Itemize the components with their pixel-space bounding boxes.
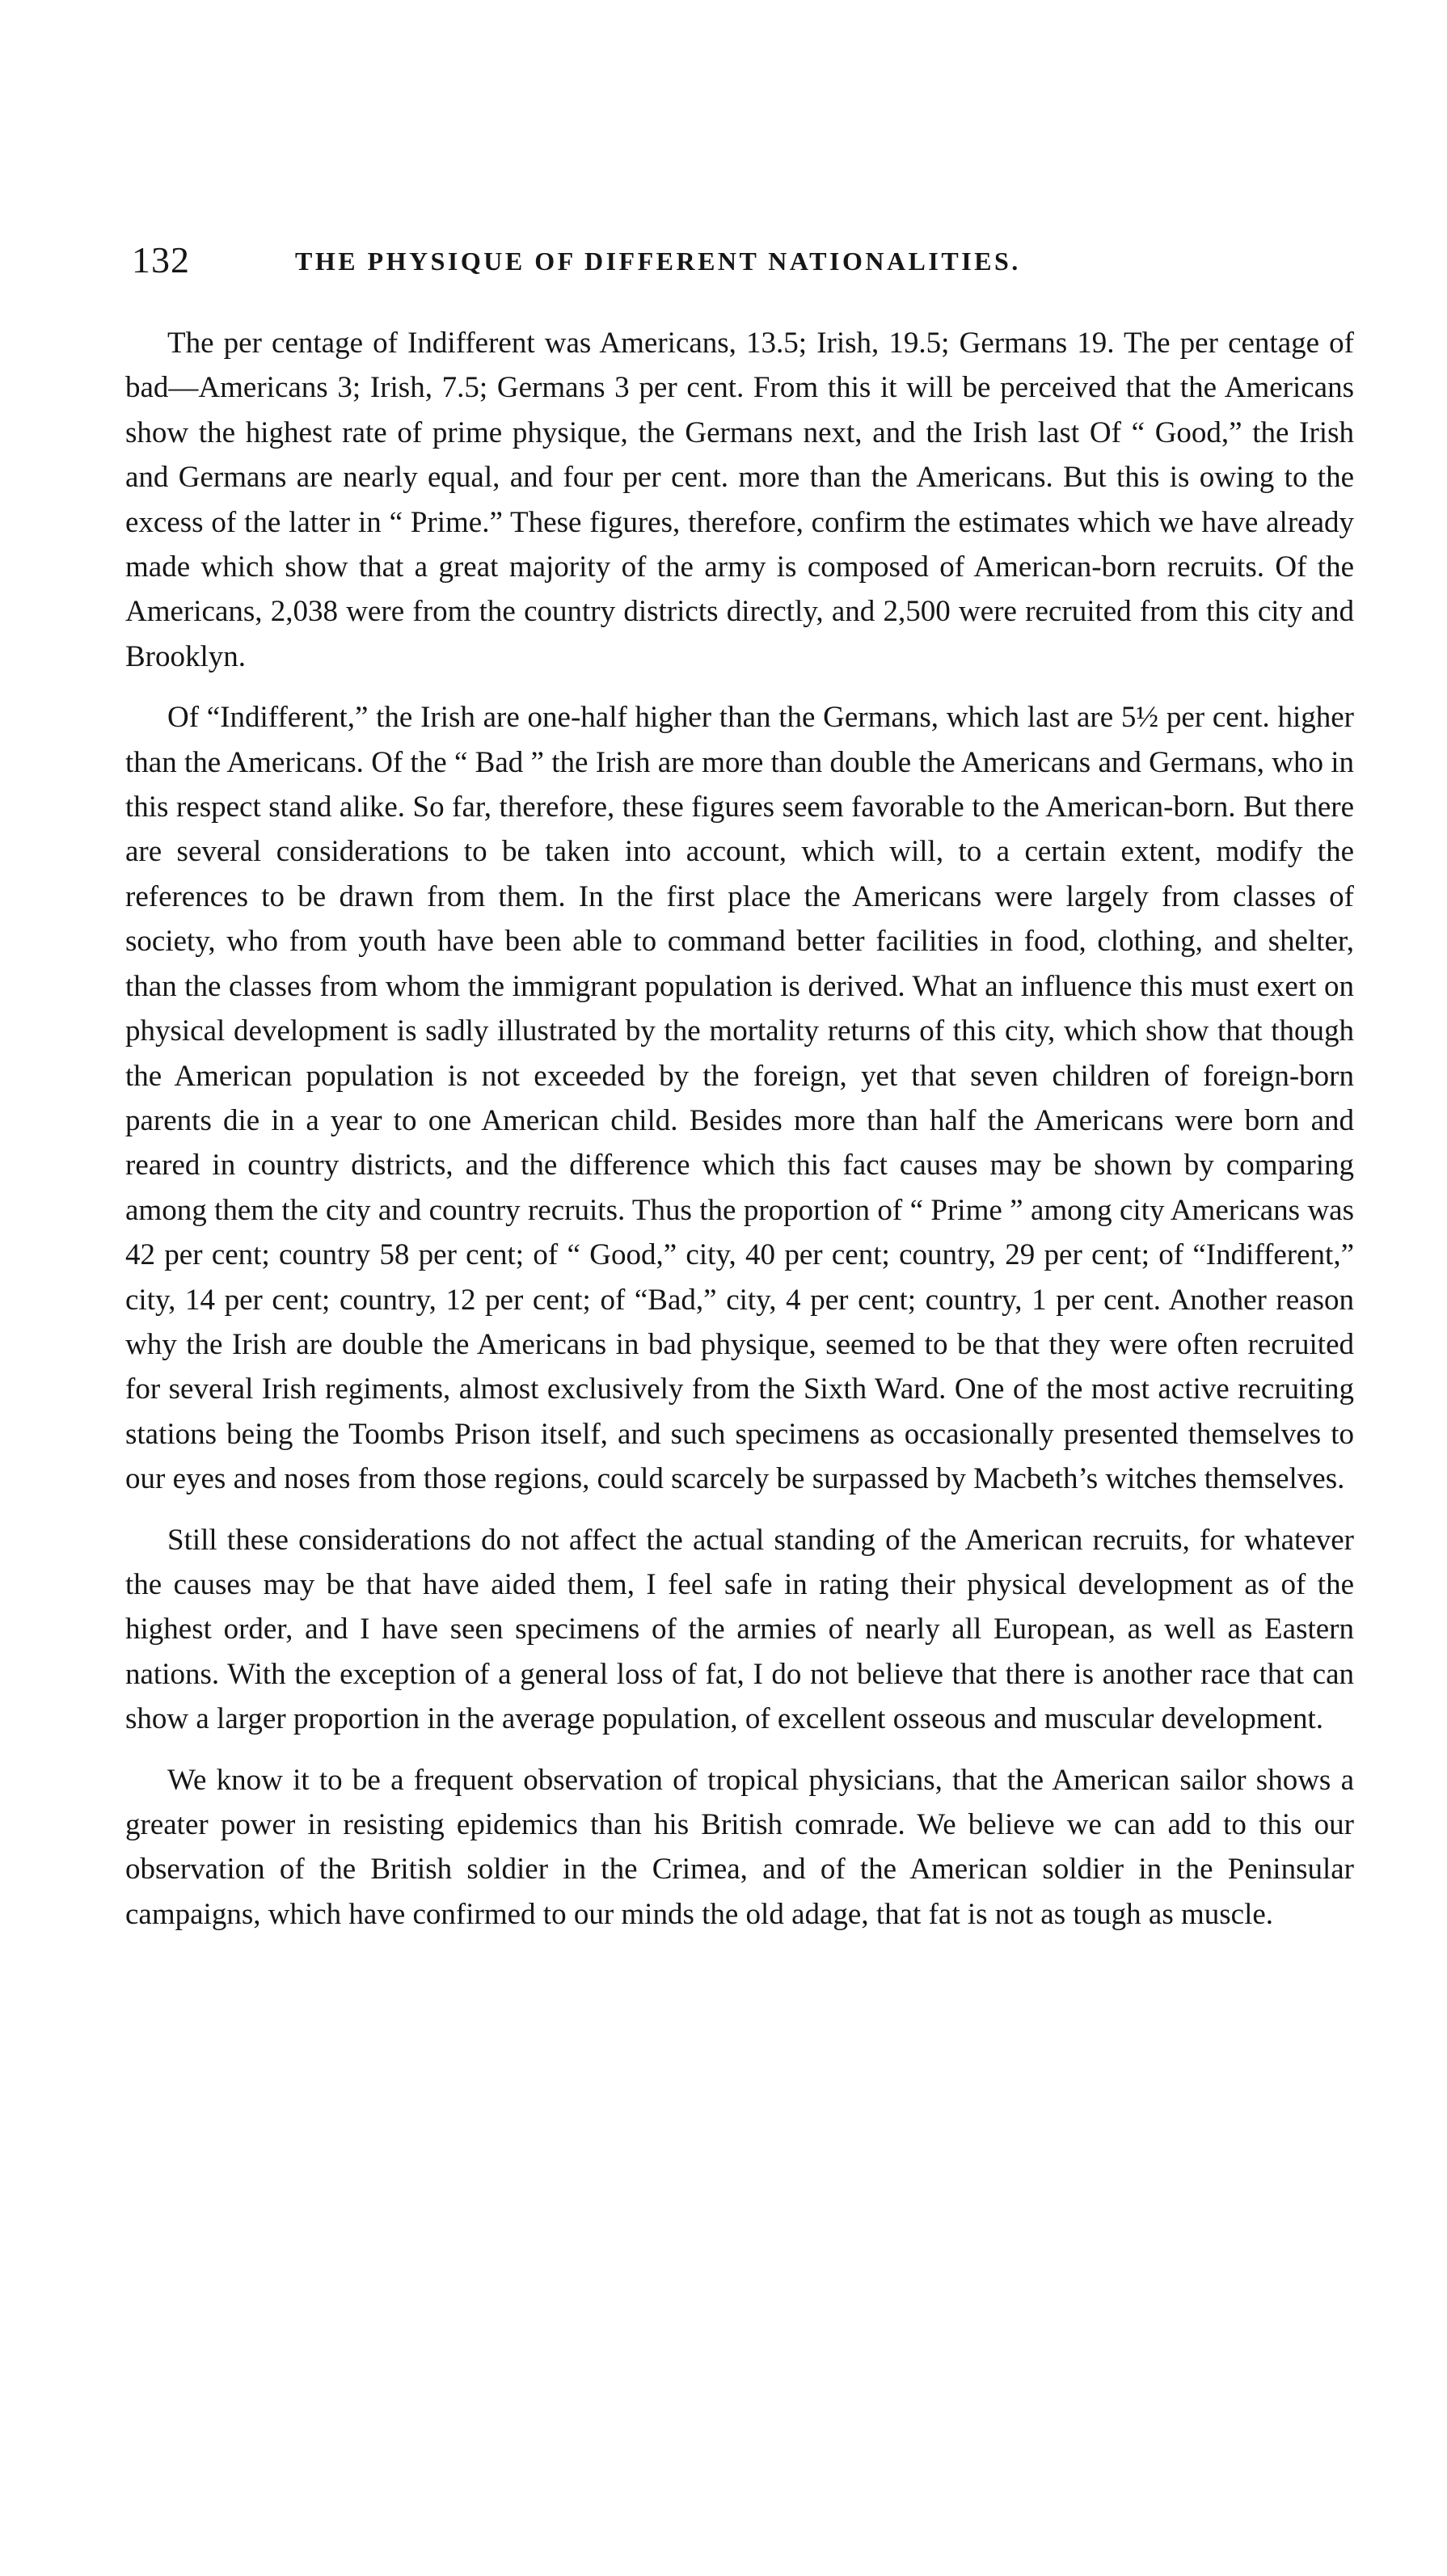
paragraph-4: We know it to be a frequent observation of tropical physicians, that the American sailor shows a greater power in resisting epidemics than his British comrade. We believe we can add to this our observation of the British soldier in the Crimea, and of the American soldier in the Peninsular campaigns, which have confirmed to our minds the old adage, that fat is not as tough as muscle. [125,1763,1354,1931]
body-text [125,321,1354,1953]
page-number: 132 [132,239,190,280]
paragraph-3: Still these considerations do not affect the actual standing of the American recruits, for whatever the causes may be that have aided them, I feel safe in rating their physical development as of the highest order, and I have seen specimens of the armies of nearly all European, as well as Eastern nations. With the exception of a general loss of fat, I do not believe that there is another race that can show a larger proportion in the average population, of excellent osseous and muscular development. [125,1523,1354,1736]
running-head: THE PHYSIQUE OF DIFFERENT NATIONALITIES. [295,247,1021,276]
paragraph-1: The per centage of Indifferent was Americans, 13.5; Irish, 19.5; Germans 19. The per centage of bad—Americans 3; Irish, 7.5; Germans 3 per cent. From this it will be perceived that the Americans show the highest rate of prime physique, the Germans next, and the Irish last Of “ Good,” the Irish and Germans are nearly equal, and four per cent. more than the Americans. But this is owing to the excess of the latter in “ Prime.” These figures, therefore, confirm the estimates which we have already made which show that a great majority of the army is composed of American-born recruits. Of the Americans, 2,038 were from the country districts directly, and 2,500 were recruited from this city and Brooklyn. [125,327,1354,673]
page-header [125,236,1354,285]
paragraph-2: Of “Indifferent,” the Irish are one-half higher than the Germans, which last are 5½ per cent. higher than the Americans. Of the “ Bad ” the Irish are more than double the Americans and Germans, who in this respect stand alike. So far, therefore, these figures seem favorable to the American-born. But there are several considerations to be taken into account, which will, to a certain extent, modify the references to be drawn from them. In the first place the Americans were largely from classes of society, who from youth have been able to command better facilities in food, clothing, and shelter, than the classes from whom the immigrant population is derived. What an influence this must exert on physical development is sadly illustrated by the mortality returns of this city, which show that though the American population is not exceeded by the foreign, yet that seven children of foreign-born parents die in a year to one American child. Besides more than half the Americans were born and reared in country districts, and the difference which this fact causes may be shown by comparing among them the city and country recruits. Thus the proportion of “ Prime ” among city Americans was 42 per cent; country 58 per cent; of “ Good,” city, 40 per cent; country, 29 per cent; of “Indifferent,” city, 14 per cent; country, 12 per cent; of “Bad,” city, 4 per cent; country, 1 per cent. Another reason why the Irish are double the Americans in bad physique, seemed to be that they were often recruited for several Irish regiments, almost exclusively from the Sixth Ward. One of the most active recruiting stations being the Toombs Prison itself, and such specimens as occasionally presented themselves to our eyes and noses from those regions, could scarcely be surpassed by Macbeth’s witches themselves. [125,701,1354,1496]
